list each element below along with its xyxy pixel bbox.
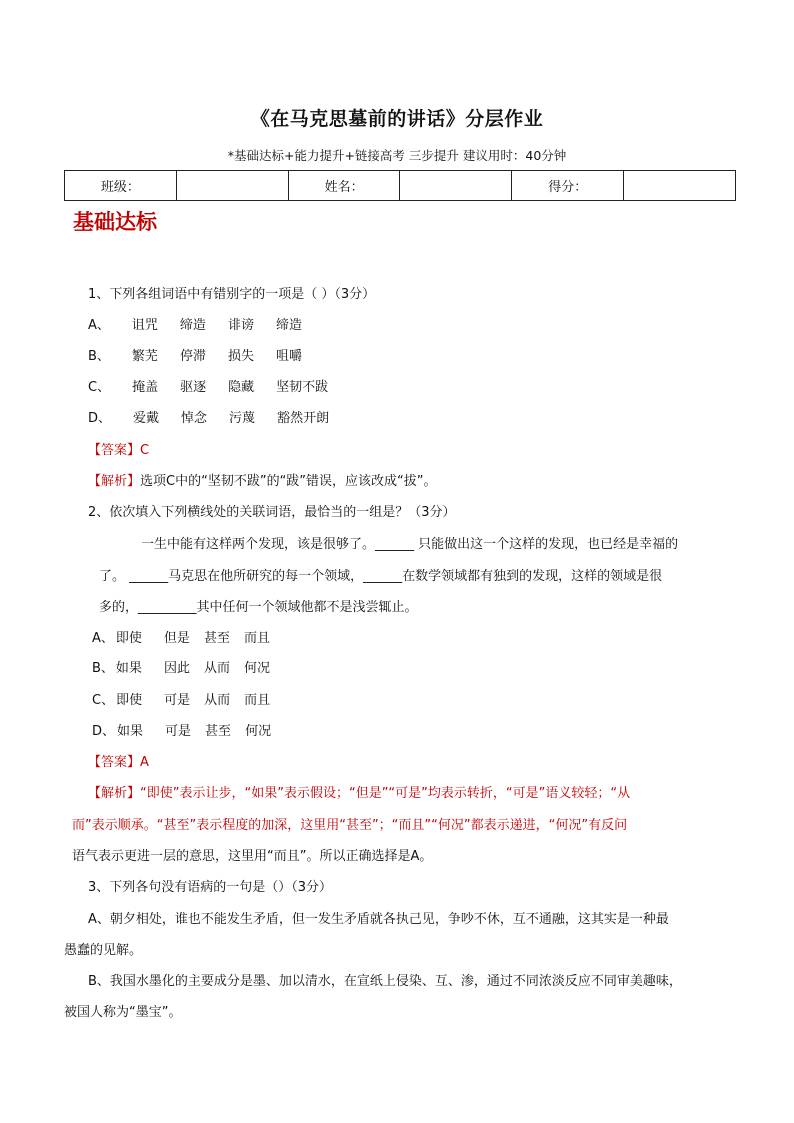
q2-stem: 2、依次填入下列横线处的关联词语，最恰当的一组是？（3分）	[88, 505, 456, 520]
option-word: 如果	[115, 661, 142, 676]
option-word: 爱戴	[133, 411, 160, 426]
option-word: 咀嚼	[275, 349, 302, 364]
option-letter: D、	[88, 411, 112, 426]
option-word: 损失	[227, 349, 254, 364]
option-letter: A、	[88, 318, 110, 333]
option-word: 而且	[244, 693, 271, 708]
option-word: 何况	[243, 661, 270, 676]
option-word: 从而	[203, 661, 230, 676]
option-word: 繁芜	[131, 349, 158, 364]
analysis-text: 选项C中的“坚韧不跋”的“跋”错误，应该改成“拔”。	[140, 474, 437, 489]
answer-value: C	[140, 443, 150, 458]
q3-option-a-cont: 愚蠢的见解。	[64, 943, 143, 958]
option-letter: A、	[92, 631, 114, 646]
page-subtitle: *基础达标+能力提升+链接高考 三步提升 建议用时：40分钟	[227, 148, 567, 163]
q3-option-b-cont: 被国人称为“墨宝”。	[64, 1005, 182, 1020]
q1-option-d	[88, 407, 351, 426]
option-word: 缔造	[275, 318, 302, 333]
q2-analysis-line: 而”表示顺承。“甚至”表示程度的加深，这里用“甚至”；“而且”“何况”都表示递进，“何况”有反问	[72, 818, 628, 833]
option-word: 但是	[163, 631, 190, 646]
option-word: 诅咒	[131, 318, 158, 333]
q2-option-a	[92, 627, 292, 646]
option-letter: B、	[92, 661, 114, 676]
q2-analysis	[88, 782, 630, 801]
q1-option-a	[88, 314, 324, 333]
option-word: 坚韧不跋	[276, 380, 329, 395]
q2-answer	[88, 751, 149, 770]
option-word: 掩盖	[132, 380, 159, 395]
option-word: 驱逐	[180, 380, 207, 395]
class-label: 班级：	[65, 171, 177, 201]
option-word: 可是	[164, 693, 191, 708]
option-word: 豁然开朗	[277, 411, 330, 426]
q2-option-c	[92, 689, 292, 708]
q2-passage-line: 了。 ______马克思在他所研究的每一个领域，______在数学领域都有独到的发现，这样的领域是很	[99, 569, 663, 584]
option-word: 从而	[204, 693, 231, 708]
q3-stem: 3、下列各句没有语病的一句是（）（3分）	[88, 880, 333, 895]
answer-tag: 【答案】	[88, 755, 141, 770]
q1-stem: 1、下列各组词语中有错别字的一项是（ ）（3分）	[88, 287, 376, 302]
option-word: 即使	[115, 631, 142, 646]
option-word: 如果	[117, 724, 144, 739]
answer-tag: 【答案】	[88, 443, 141, 458]
answer-value: A	[140, 755, 149, 770]
option-word: 即使	[116, 693, 143, 708]
q2-passage-line: 多的，_________其中任何一个领域他都不是浅尝辄止。	[99, 600, 418, 615]
q1-analysis	[88, 470, 437, 489]
q1-option-c	[88, 376, 350, 395]
info-table	[64, 170, 736, 201]
option-letter: C、	[88, 380, 111, 395]
page-title: 《在马克思墓前的讲话》分层作业	[250, 108, 544, 130]
q2-passage-line: 一生中能有这样两个发现，该是很够了。______ 只能做出这一个这样的发现，也已经是幸福的	[141, 537, 679, 552]
option-word: 诽谤	[227, 318, 254, 333]
analysis-tag: 【解析】	[88, 786, 141, 801]
option-letter: B、	[88, 349, 110, 364]
score-field[interactable]	[624, 171, 736, 201]
analysis-tag: 【解析】	[88, 474, 141, 489]
option-word: 缔造	[179, 318, 206, 333]
score-label: 得分：	[512, 171, 624, 201]
option-word: 停滞	[179, 349, 206, 364]
option-word: 甚至	[203, 631, 230, 646]
option-word: 甚至	[205, 724, 232, 739]
q3-option-b: B、我国水墨化的主要成分是墨、加以清水，在宣纸上侵染、互、渗，通过不同浓淡反应不同审美趣味，	[88, 974, 682, 989]
q2-option-d	[92, 720, 293, 739]
analysis-text: “即使”表示让步，“如果”表示假设；“但是”“可是”均表示转折，“可是”语义较轻；“从	[140, 786, 631, 801]
q3-option-a: A、朝夕相处，谁也不能发生矛盾，但一发生矛盾就各执己见，争吵不休，互不通融，这其实是一种最	[88, 912, 669, 927]
option-word: 因此	[163, 661, 190, 676]
option-word: 可是	[165, 724, 192, 739]
option-word: 而且	[243, 631, 270, 646]
option-letter: D、	[92, 724, 116, 739]
name-field[interactable]	[400, 171, 512, 201]
q1-option-b	[88, 345, 324, 364]
option-word: 隐藏	[228, 380, 255, 395]
q2-analysis-line: 语气表示更进一层的意思，这里用“而且”。所以正确选择是A。	[72, 849, 433, 864]
option-word: 何况	[245, 724, 272, 739]
option-letter: C、	[92, 693, 115, 708]
option-word: 污蔑	[229, 411, 256, 426]
name-label: 姓名：	[288, 171, 400, 201]
section-title: 基础达标	[73, 209, 157, 234]
option-word: 悼念	[181, 411, 208, 426]
class-field[interactable]	[176, 171, 288, 201]
q2-option-b	[92, 657, 292, 676]
q1-answer	[88, 439, 149, 458]
